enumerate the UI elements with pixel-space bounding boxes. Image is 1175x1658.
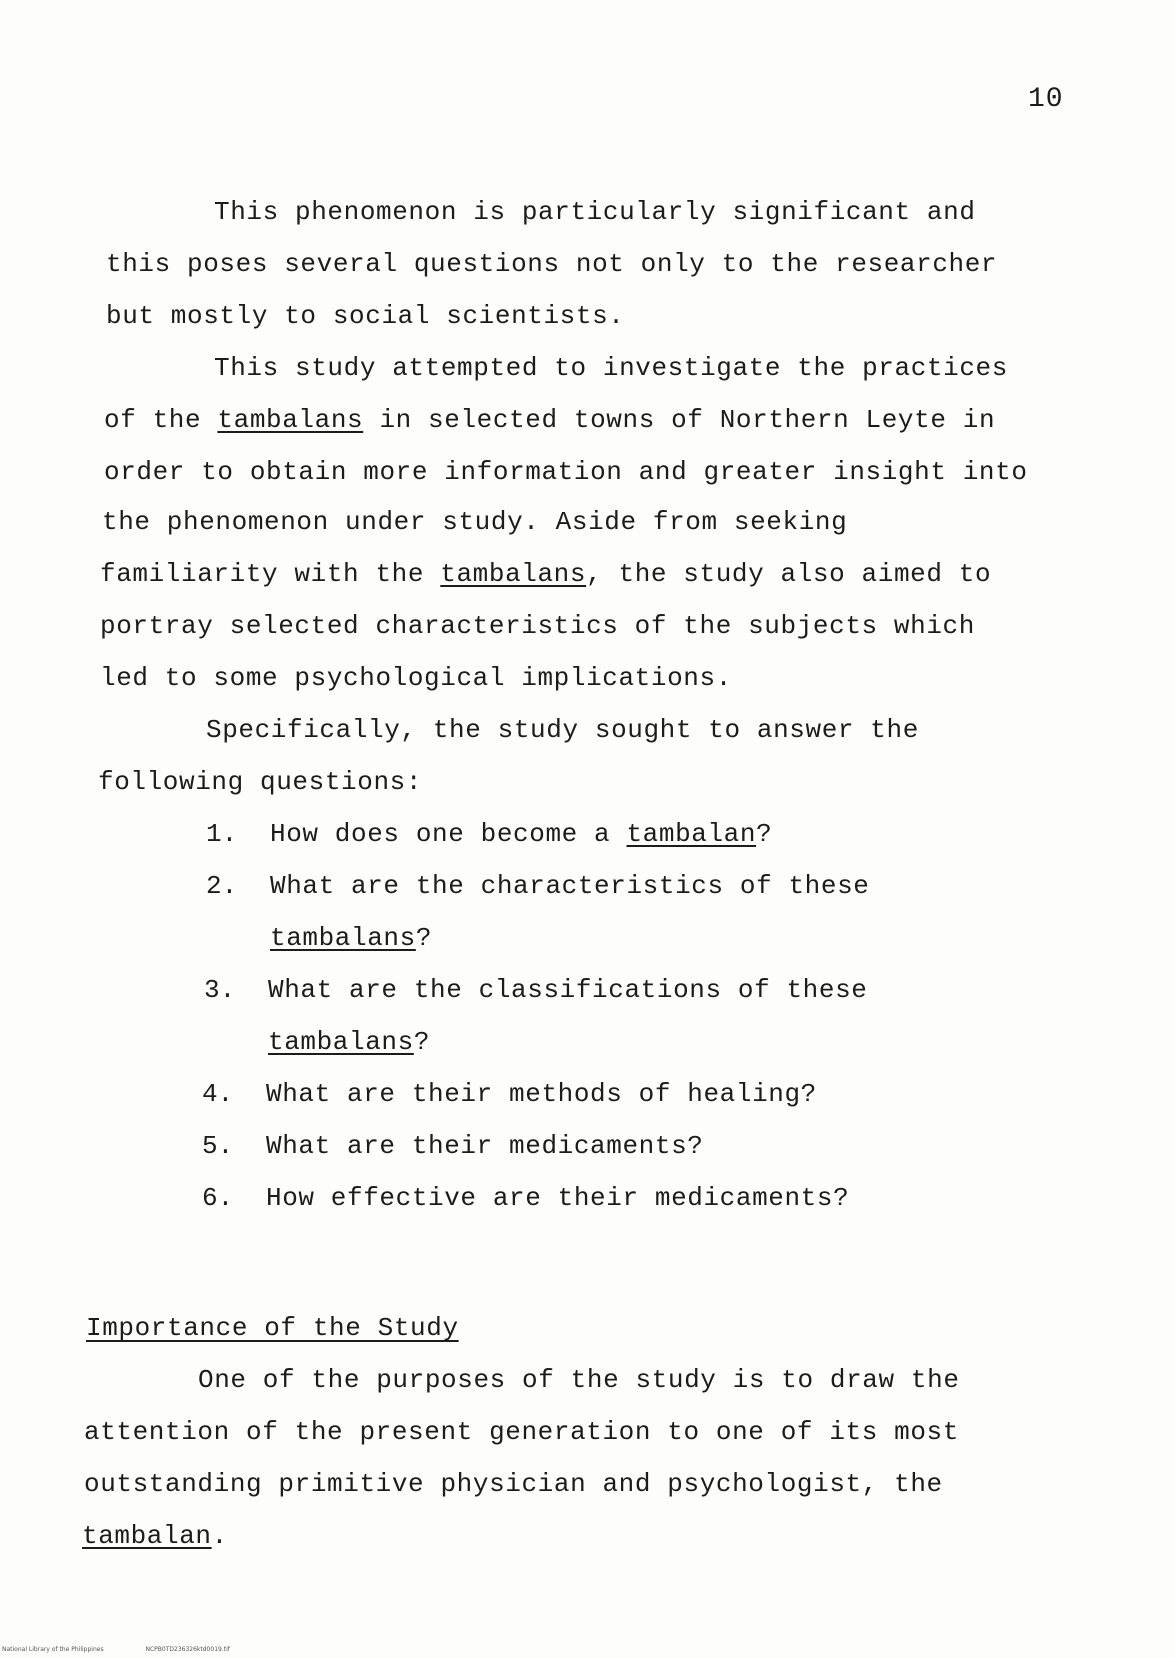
question-2-number: 2.: [206, 871, 238, 901]
question-3-text: What are the classifications of these: [268, 975, 868, 1005]
question-3-number: 3.: [204, 975, 236, 1005]
question-4-text: What are their methods of healing?: [266, 1079, 817, 1109]
paragraph-1-line-1: This phenomenon is particularly significant and: [214, 197, 976, 227]
footer-file-id: NCPB0TD236326ktd0019.tif: [145, 1646, 230, 1653]
paragraph-2-line-4: the phenomenon under study. Aside from seeking: [102, 507, 848, 537]
page-number: 10: [1028, 84, 1064, 115]
paragraph-1-line-2: this poses several questions not only to the researcher: [106, 249, 998, 279]
term-tambalans: tambalans: [217, 405, 364, 435]
question-6-number: 6.: [202, 1183, 234, 1213]
term-tambalans: tambalans: [270, 923, 416, 953]
scan-footer: [2, 1646, 270, 1653]
question-1-number: 1.: [206, 819, 238, 849]
question-5-number: 5.: [202, 1131, 234, 1161]
text-segment: ?: [415, 923, 433, 953]
section-heading: Importance of the Study: [86, 1313, 459, 1343]
paragraph-4-line-4: [82, 1520, 228, 1552]
paragraph-1-line-3: but mostly to social scientists.: [106, 301, 625, 331]
question-1-text: [270, 818, 772, 850]
text-segment: How does one become a: [270, 819, 627, 849]
text-segment: ?: [413, 1027, 431, 1057]
term-tambalan: tambalan: [626, 819, 757, 849]
question-2-continuation: [270, 922, 432, 954]
paragraph-3-line-1: Specifically, the study sought to answer the: [206, 715, 919, 745]
question-6-text: How effective are their medicaments?: [266, 1183, 850, 1213]
term-tambalans: tambalans: [268, 1027, 414, 1057]
paragraph-2-line-2: [104, 404, 995, 436]
paragraph-2-line-3: order to obtain more information and greater insight into: [104, 457, 1028, 487]
text-segment: familiarity with the: [100, 559, 441, 589]
term-tambalans: tambalans: [440, 559, 587, 589]
text-segment: of the: [104, 405, 218, 435]
paragraph-4-line-2: attention of the present generation to one of its most: [84, 1417, 959, 1447]
text-segment: ?: [756, 819, 773, 849]
paragraph-2-line-6: portray selected characteristics of the subjects which: [100, 611, 975, 641]
text-segment: , the study also aimed to: [586, 559, 992, 589]
text-segment: in selected towns of Northern Leyte in: [363, 405, 996, 435]
question-2-text: What are the characteristics of these: [270, 871, 870, 901]
footer-library: National Library of the Philippines: [2, 1646, 104, 1653]
paragraph-4-line-3: outstanding primitive physician and psychologist, the: [84, 1469, 943, 1499]
paragraph-2-line-7: led to some psychological implications.: [100, 663, 732, 693]
paragraph-3-line-2: following questions:: [98, 767, 423, 797]
question-5-text: What are their medicaments?: [266, 1131, 704, 1161]
text-segment: .: [211, 1521, 228, 1551]
question-4-number: 4.: [202, 1079, 234, 1109]
paragraph-2-line-1: This study attempted to investigate the practices: [214, 353, 1008, 383]
question-3-continuation: [268, 1026, 430, 1058]
term-tambalan: tambalan: [82, 1521, 212, 1551]
paragraph-2-line-5: [100, 558, 991, 590]
paragraph-4-line-1: One of the purposes of the study is to draw the: [198, 1365, 960, 1395]
